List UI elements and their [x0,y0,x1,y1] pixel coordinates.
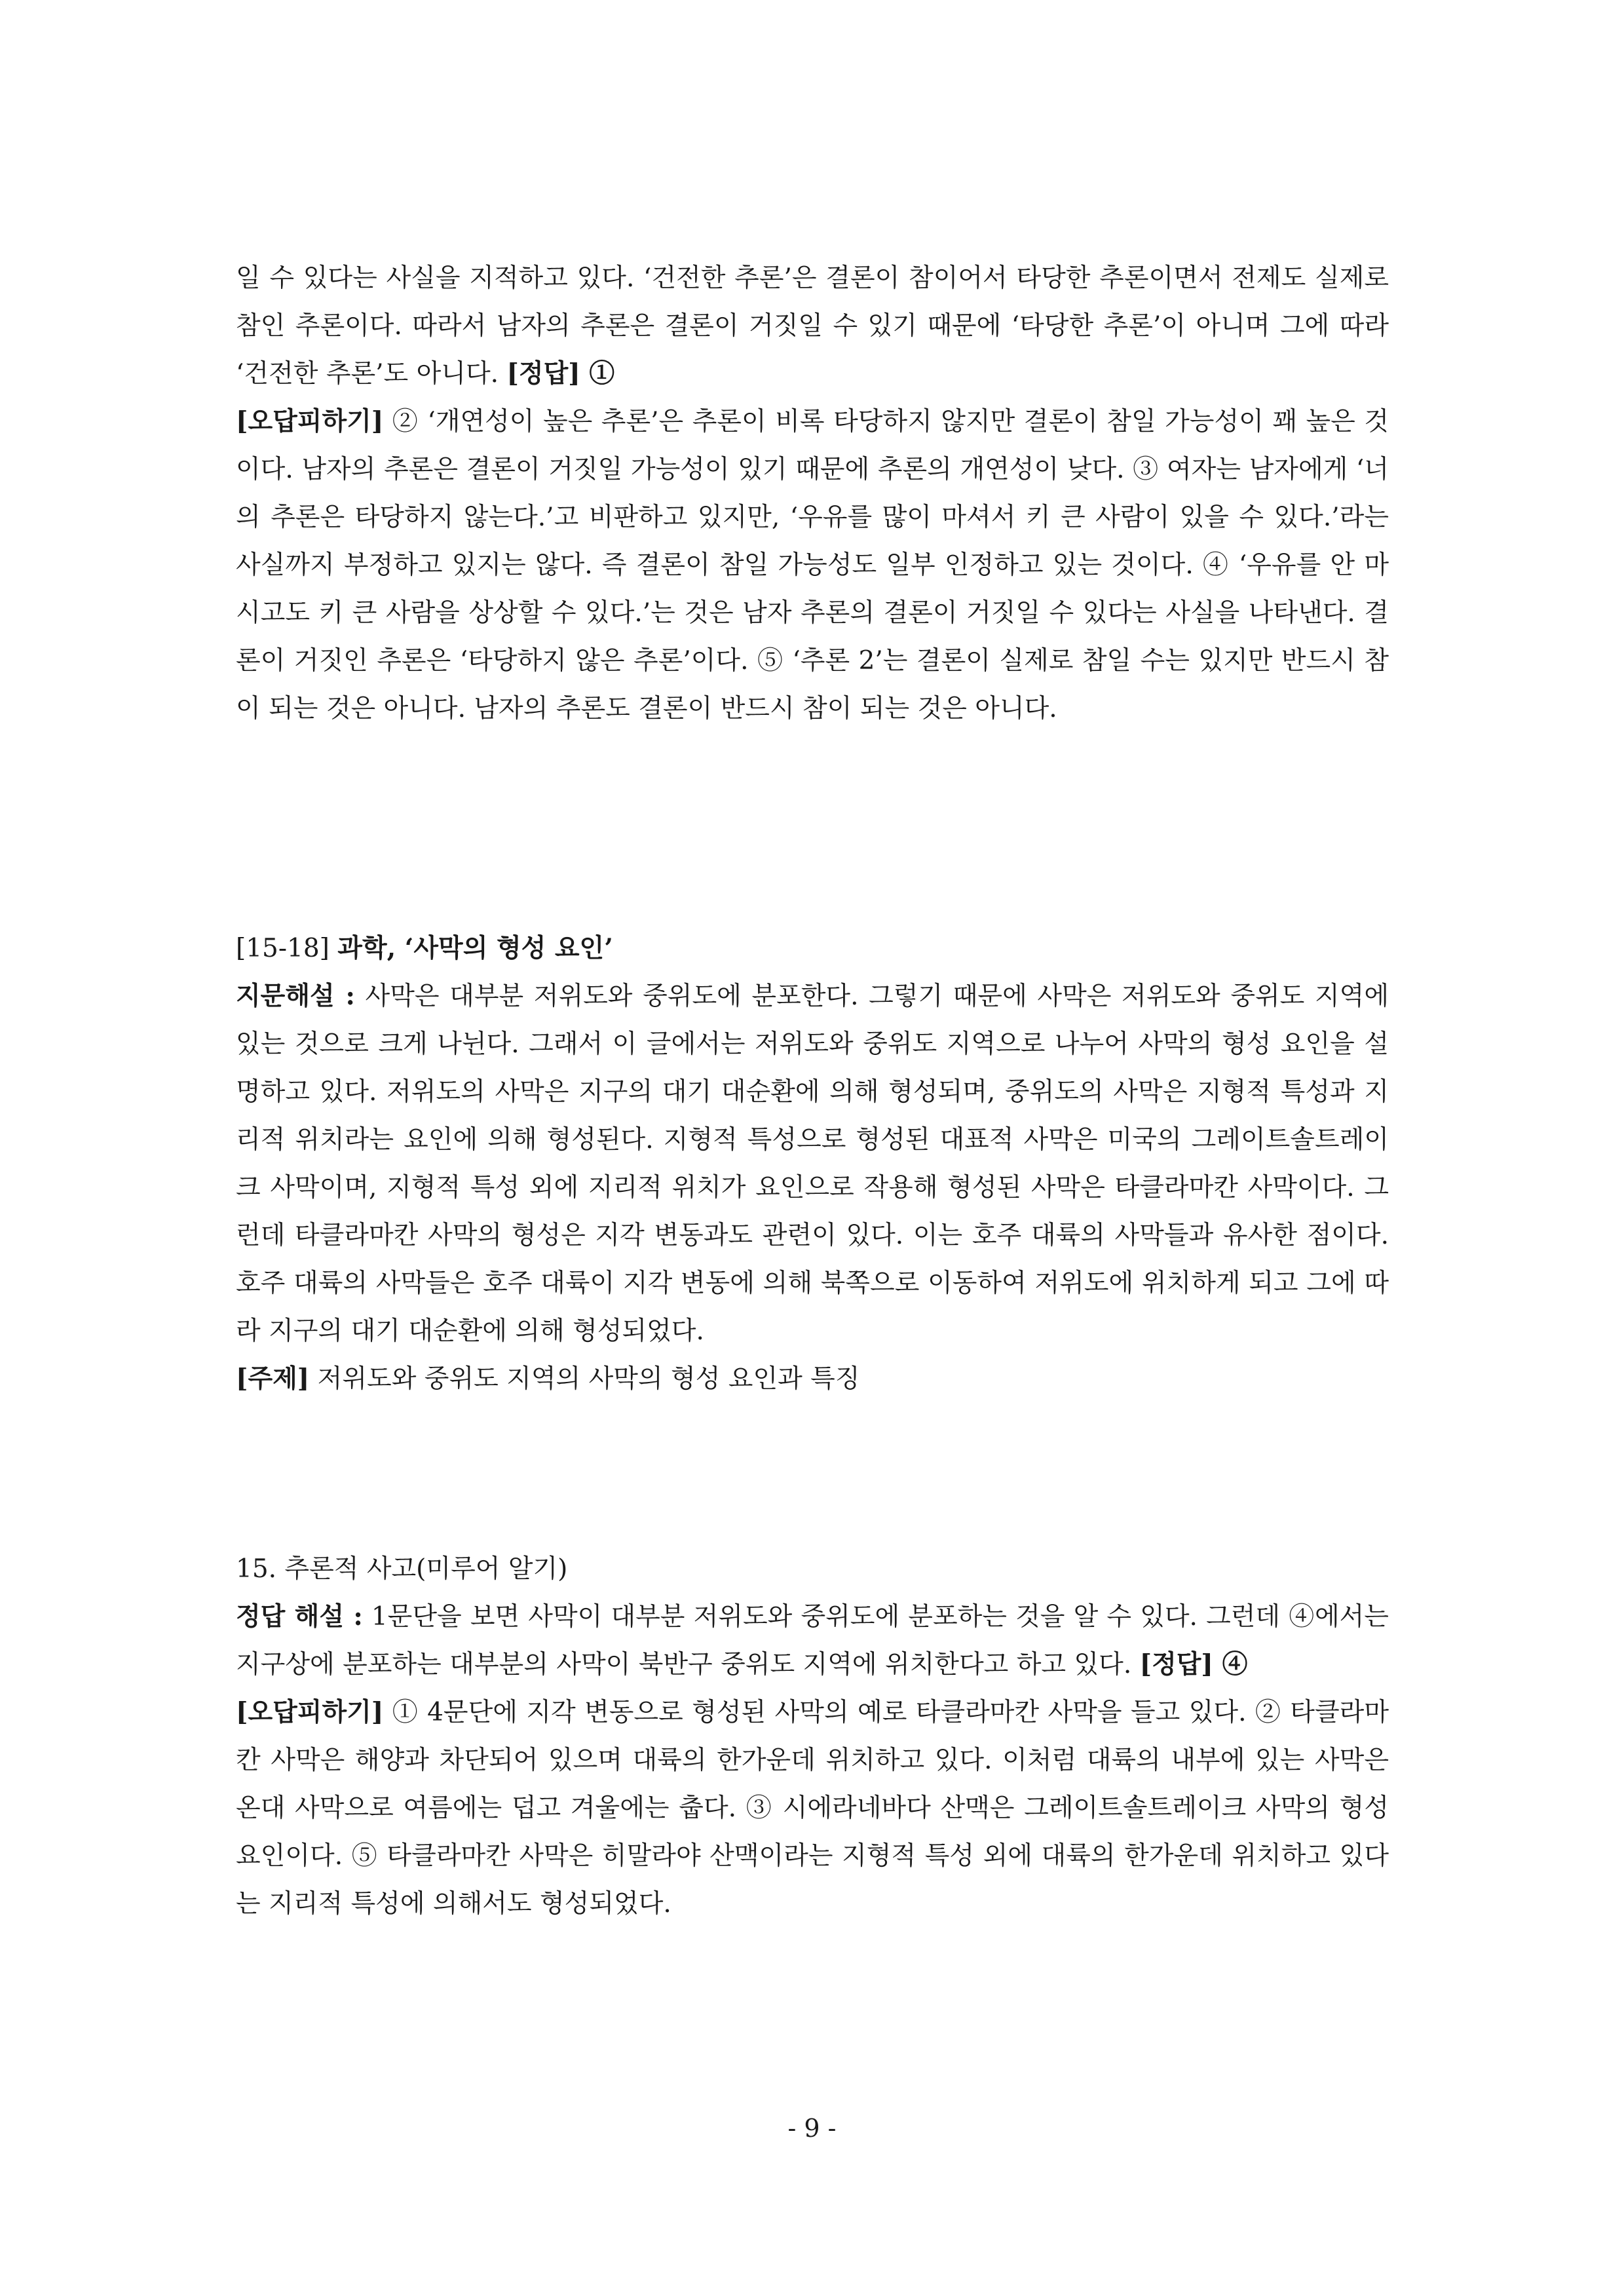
wrong-answer-label: [오답피하기] [236,406,384,436]
passage-section [236,925,1389,1403]
question-range: [15-18] [236,934,330,963]
passage-title: 과학, ‘사막의 형성 요인’ [337,933,613,963]
passage-analysis-label: 지문해설 : [236,981,355,1011]
answer-explanation-label: 정답 해설 : [236,1601,363,1632]
paragraph-text: 1문단을 보면 사막이 대부분 저위도와 중위도에 분포하는 것을 알 수 있다. 그런데 ④에서는 지구상에 분포하는 대부분의 사막이 북반구 중위도 지역에 위치한다고 하고 있다. [236,1602,1389,1679]
page-number: - 9 - [787,2114,837,2143]
answer-key: [정답] ④ [1139,1649,1248,1679]
paragraph [236,1593,1389,1689]
paragraph [236,398,1389,733]
paragraph [236,1689,1389,1928]
section-heading [236,925,1389,972]
paragraph-text: 사막은 대부분 저위도와 중위도에 분포한다. 그렇기 때문에 사막은 저위도와 중위도 지역에 있는 것으로 크게 나뉜다. 그래서 이 글에서는 저위도와 중위도 지역으로 나누어 사막의 형성 요인을 설명하고 있다. 저위도의 사막은 지구의 대기 대순환에 의해 형성되며, 중위도의 사막은 지형적 특성과 지리적 위치라는 요인에 의해 형성된다. 지형적 특성으로 형성된 대표적 사막은 미국의 그레이트솔트레이크 사막이며, 지형적 특성 외에 지리적 위치가 요인으로 작용해 형성된 사막은 타클라마칸 사막이다. 그런데 타클라마칸 사막의 형성은 지각 변동과도 관련이 있다. 이는 호주 대륙의 사막들과 유사한 점이다. 호주 대륙의 사막들은 호주 대륙이 지각 변동에 의해 북쪽으로 이동하여 저위도에 위치하게 되고 그에 따라 지구의 대기 대순환에 의해 형성되었다. [236,982,1389,1346]
paragraph [236,1355,1389,1403]
question-section [236,1545,1389,1928]
paragraph-text: 일 수 있다는 사실을 지적하고 있다. ‘건전한 추론’은 결론이 참이어서 타당한 추론이면서 전제도 실제로 참인 추론이다. 따라서 남자의 추론은 결론이 거짓일 수 있기 때문에 ‘타당한 추론’이 아니며 그에 따라 ‘건전한 추론’도 아니다. [236,263,1389,389]
theme-label: [주제] [236,1364,310,1394]
paragraph [236,972,1389,1355]
question-heading: 15. 추론적 사고(미루어 알기) [236,1554,568,1584]
paragraph-text: ② ‘개연성이 높은 추론’은 추론이 비록 타당하지 않지만 결론이 참일 가능성이 꽤 높은 것이다. 남자의 추론은 결론이 거짓일 가능성이 있기 때문에 추론의 개연성이 낮다. ③ 여자는 남자에게 ‘너의 추론은 타당하지 않는다.’고 비판하고 있지만, ‘우유를 많이 마셔서 키 큰 사람이 있을 수 있다.’라는 사실까지 부정하고 있지는 않다. 즉 결론이 참일 가능성도 일부 인정하고 있는 것이다. ④ ‘우유를 안 마시고도 키 큰 사람을 상상할 수 있다.’는 것은 남자 추론의 결론이 거짓일 수 있다는 사실을 나타낸다. 결론이 거짓인 추론은 ‘타당하지 않은 추론’이다. ⑤ ‘추론 2’는 결론이 실제로 참일 수는 있지만 반드시 참이 되는 것은 아니다. 남자의 추론도 결론이 반드시 참이 되는 것은 아니다. [236,407,1389,723]
answer-key: [정답] ① [506,358,615,389]
theme-text: 저위도와 중위도 지역의 사막의 형성 요인과 특징 [317,1364,860,1394]
paragraph-text: ① 4문단에 지각 변동으로 형성된 사막의 예로 타클라마칸 사막을 들고 있다. ② 타클라마칸 사막은 해양과 차단되어 있으며 대륙의 한가운데 위치하고 있다. 이처럼 대륙의 내부에 있는 사막은 온대 사막으로 여름에는 덥고 겨울에는 춥다. ③ 시에라네바다 산맥은 그레이트솔트레이크 사막의 형성 요인이다. ⑤ 타클라마칸 사막은 히말라야 산맥이라는 지형적 특성 외에 대륙의 한가운데 위치하고 있다는 지리적 특성에 의해서도 형성되었다. [236,1698,1389,1919]
explanation-continued [236,254,1389,733]
wrong-answer-label: [오답피하기] [236,1697,384,1727]
paragraph [236,254,1389,398]
